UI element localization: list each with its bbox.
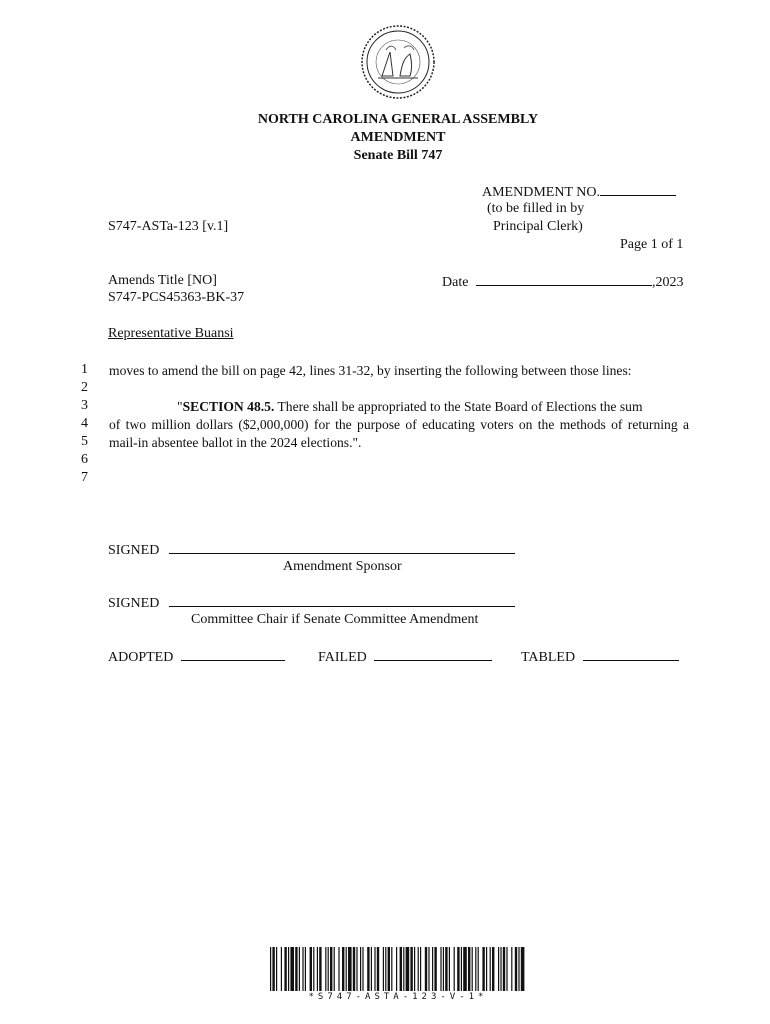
sponsor-signature-line xyxy=(169,541,515,554)
adopted-label: ADOPTED xyxy=(108,650,174,665)
barcode-bar xyxy=(288,947,289,991)
barcode-bar xyxy=(302,947,303,991)
barcode-text: *S747-ASTA-123-V-1* xyxy=(308,992,488,1002)
barcode-bar xyxy=(472,947,473,991)
barcode-bar xyxy=(305,947,306,991)
barcode-bar xyxy=(478,947,479,991)
line-number: 1 xyxy=(81,362,88,377)
line-number: 5 xyxy=(81,434,88,449)
barcode-bar xyxy=(454,947,455,991)
barcode-bar xyxy=(346,947,347,991)
barcode-bar xyxy=(432,947,433,991)
barcode-bar xyxy=(490,947,491,991)
failed-blank xyxy=(374,648,492,661)
signed-label: SIGNED xyxy=(108,543,160,558)
section-first-line xyxy=(109,398,689,416)
barcode-bar xyxy=(434,947,436,991)
barcode-bar xyxy=(290,947,294,991)
document-id: S747-ASTa-123 [v.1] xyxy=(108,219,229,234)
assembly-title: NORTH CAROLINA GENERAL ASSEMBLY xyxy=(257,112,539,127)
barcode-bar xyxy=(396,947,397,991)
sponsor-signature xyxy=(108,541,515,559)
failed-label: FAILED xyxy=(318,650,367,665)
document-type: AMENDMENT xyxy=(350,130,446,145)
barcode-bar xyxy=(342,947,344,991)
section-label: SECTION 48.5. xyxy=(182,399,275,414)
barcode-bar xyxy=(506,947,507,991)
barcode-bar xyxy=(385,947,386,991)
barcode-bar xyxy=(391,947,392,991)
barcode-bar xyxy=(367,947,369,991)
barcode-bar xyxy=(313,947,314,991)
barcode-bar xyxy=(410,947,412,991)
barcode-bar xyxy=(328,947,329,991)
barcode-bar xyxy=(440,947,441,991)
line-number: 4 xyxy=(81,416,88,431)
barcode-bar xyxy=(457,947,459,991)
barcode xyxy=(270,947,526,991)
page-indicator: Page 1 of 1 xyxy=(620,237,684,252)
barcode-bar xyxy=(515,947,517,991)
barcode-bar xyxy=(498,947,499,991)
barcode-bar xyxy=(317,947,318,991)
date-blank xyxy=(476,273,652,286)
amendment-number xyxy=(482,183,676,201)
line-number: 2 xyxy=(81,380,88,395)
barcode-bar xyxy=(461,947,462,991)
barcode-bar xyxy=(475,947,476,991)
barcode-bar xyxy=(330,947,332,991)
barcode-bar xyxy=(511,947,512,991)
barcode-bar xyxy=(371,947,372,991)
state-seal-logo xyxy=(360,24,436,100)
adopted-blank xyxy=(181,648,285,661)
barcode-bar xyxy=(428,947,429,991)
quote-open: " xyxy=(177,399,183,414)
amendment-instruction: moves to amend the bill on page 42, lines 31-32, by inserting the following between those lines: xyxy=(109,363,632,378)
barcode-bar xyxy=(299,947,300,991)
sponsor-caption: Amendment Sponsor xyxy=(283,559,402,574)
line-number: 3 xyxy=(81,398,88,413)
chair-caption: Committee Chair if Senate Committee Amendment xyxy=(191,612,479,627)
barcode-bar xyxy=(518,947,519,991)
barcode-bar xyxy=(445,947,447,991)
barcode-bar xyxy=(383,947,384,991)
tabled-blank xyxy=(583,648,679,661)
barcode-bar xyxy=(356,947,357,991)
barcode-bar xyxy=(403,947,404,991)
barcode-bar xyxy=(284,947,286,991)
barcode-bar xyxy=(425,947,427,991)
amendment-number-blank xyxy=(600,183,676,196)
chair-signature xyxy=(108,594,515,612)
date-label: Date xyxy=(442,275,469,290)
barcode-bar xyxy=(295,947,297,991)
barcode-bar xyxy=(521,947,525,991)
barcode-bar xyxy=(468,947,470,991)
barcode-bar xyxy=(500,947,501,991)
bill-number: Senate Bill 747 xyxy=(353,148,443,163)
tabled-label: TABLED xyxy=(521,650,576,665)
adopted-field xyxy=(108,648,285,666)
fill-note-line-2: Principal Clerk) xyxy=(493,219,583,234)
barcode-bar xyxy=(377,947,379,991)
tabled-field xyxy=(521,648,679,666)
barcode-bar xyxy=(270,947,271,991)
reference-code: S747-PCS45363-BK-37 xyxy=(108,290,245,305)
signed-label: SIGNED xyxy=(108,596,160,611)
barcode-bar xyxy=(463,947,467,991)
barcode-bar xyxy=(281,947,282,991)
barcode-bar xyxy=(482,947,484,991)
fill-note-line-1: (to be filled in by xyxy=(487,201,585,216)
barcode-bar xyxy=(388,947,390,991)
barcode-bar xyxy=(310,947,312,991)
barcode-bar xyxy=(353,947,355,991)
barcode-bar xyxy=(503,947,505,991)
chair-signature-line xyxy=(169,594,515,607)
barcode-bar xyxy=(334,947,335,991)
barcode-bar xyxy=(348,947,352,991)
barcode-bar xyxy=(418,947,419,991)
barcode-bar xyxy=(338,947,339,991)
barcode-bar xyxy=(443,947,444,991)
line-number: 7 xyxy=(81,470,88,485)
barcode-bar xyxy=(414,947,415,991)
barcode-bar xyxy=(319,947,321,991)
barcode-bar xyxy=(406,947,410,991)
barcode-bar xyxy=(492,947,494,991)
date-year: ,2023 xyxy=(651,275,684,290)
barcode-bar xyxy=(276,947,277,991)
barcode-bar xyxy=(486,947,487,991)
barcode-bar xyxy=(362,947,363,991)
date-field xyxy=(442,273,683,291)
amends-title: Amends Title [NO] xyxy=(108,273,217,288)
barcode-bar xyxy=(360,947,361,991)
line-number: 6 xyxy=(81,452,88,467)
amendment-number-label: AMENDMENT NO. xyxy=(482,185,600,200)
barcode-bar xyxy=(272,947,274,991)
sponsor-name: Representative Buansi xyxy=(108,326,234,341)
section-text-continued: of two million dollars ($2,000,000) for the purpose of educating voters on the methods of returning a mail-in absentee ballot in the 2024 elections.". xyxy=(109,417,689,450)
failed-field xyxy=(318,648,492,666)
section-text-first-line: There shall be appropriated to the State Board of Elections the sum xyxy=(274,399,643,414)
barcode-bar xyxy=(449,947,450,991)
barcode-bar xyxy=(374,947,375,991)
barcode-bar xyxy=(325,947,326,991)
barcode-bar xyxy=(420,947,421,991)
barcode-bar xyxy=(400,947,402,991)
